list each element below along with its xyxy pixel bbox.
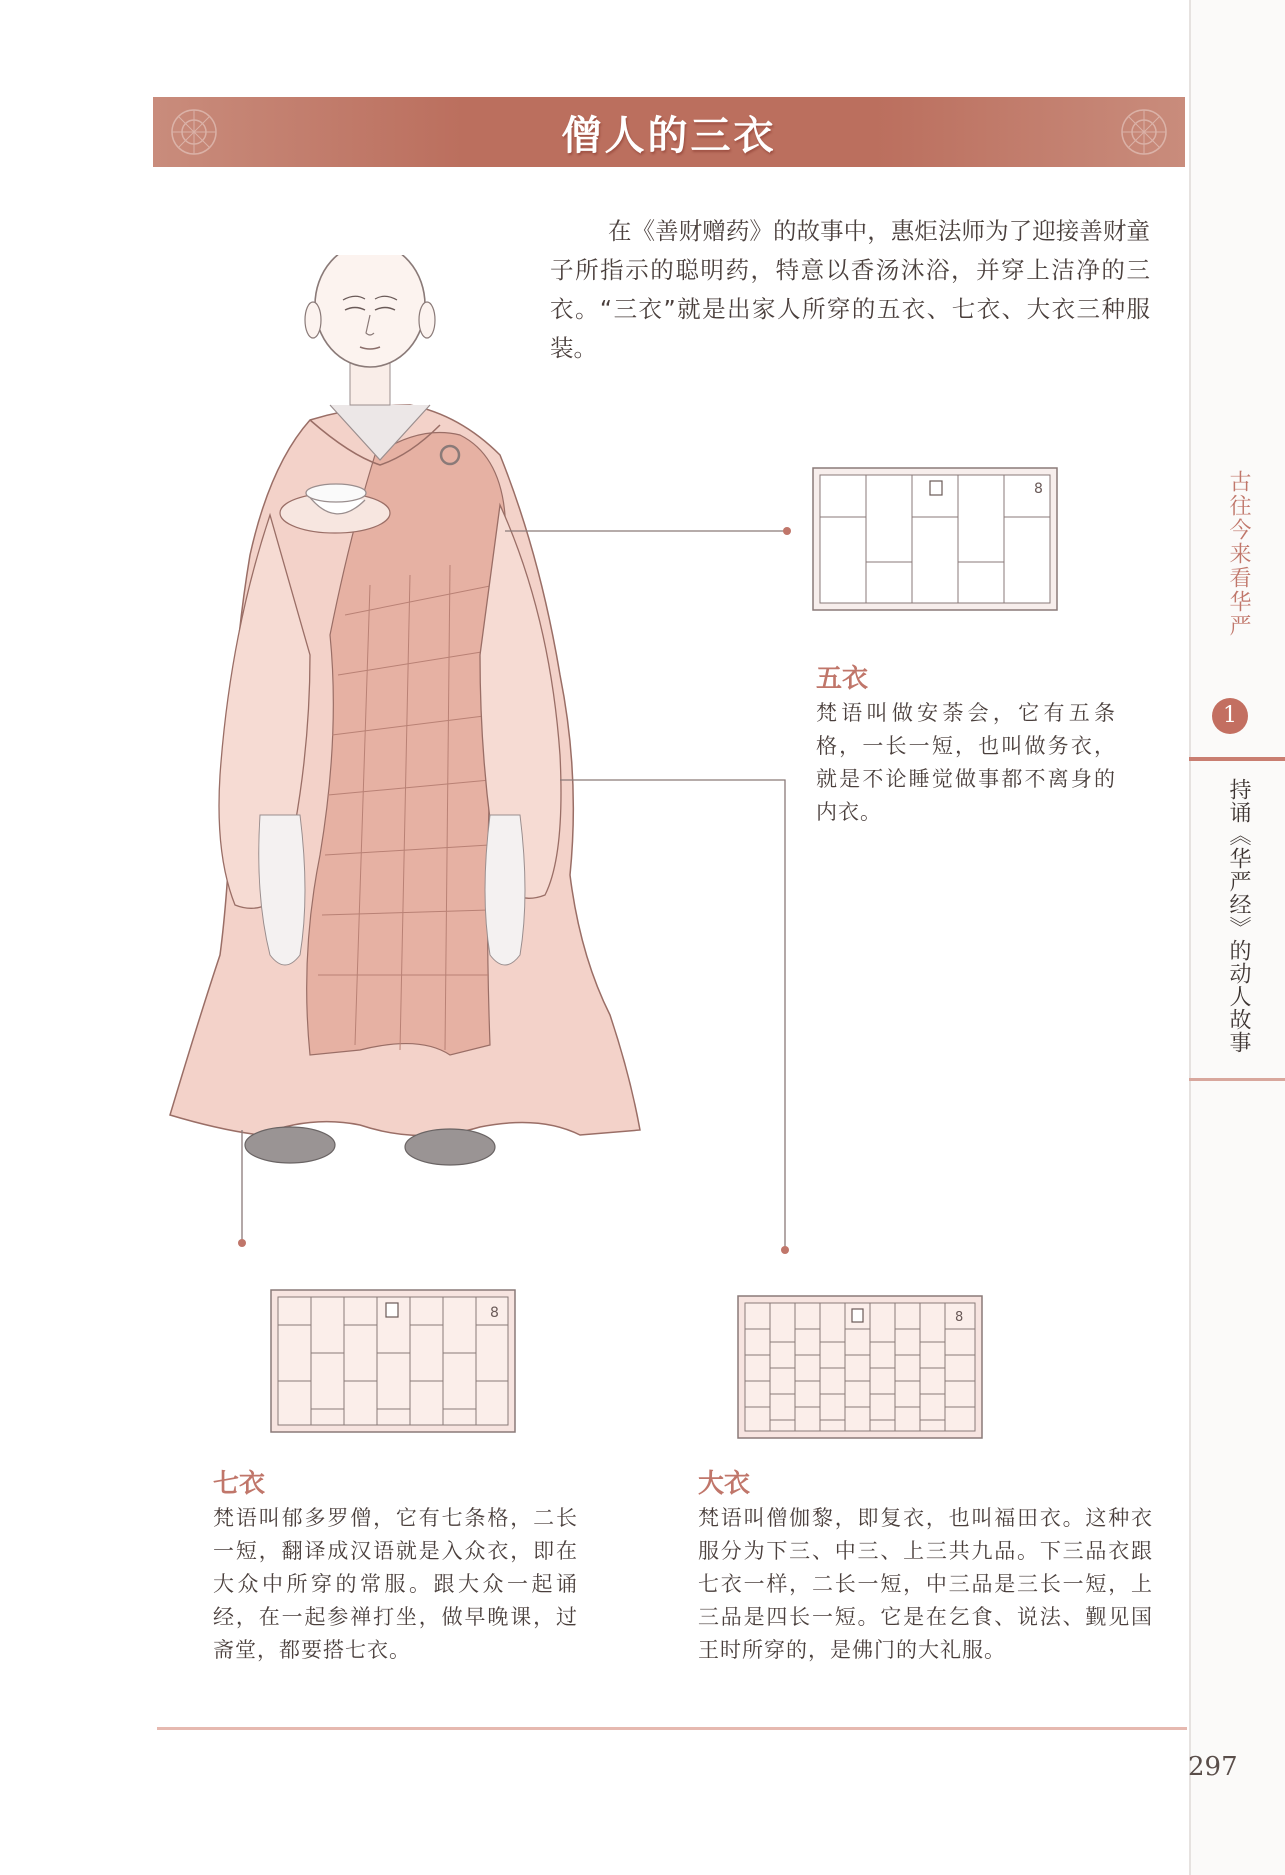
robe-clasp-icon: [386, 1303, 398, 1317]
lotus-ornament-icon: [1117, 105, 1171, 159]
lotus-ornament-icon: [167, 105, 221, 159]
left-ear: [305, 302, 321, 338]
page-title: 僧人的三衣: [561, 112, 777, 159]
monk-illustration: [160, 255, 680, 1200]
great-robe-title: 大衣: [698, 1469, 751, 1499]
five-robe-title: 五衣: [816, 664, 869, 694]
robe-ring-icon: 8: [1034, 481, 1043, 497]
five-robe-text: 梵语叫做安荼会，它有五条格，一长一短，也叫做务衣，就是不论睡觉做事都不离身的内衣。: [816, 701, 1116, 824]
title-banner: [153, 97, 1185, 167]
chapter-divider: [1189, 1078, 1285, 1081]
intro-paragraph: 在《善财赠药》的故事中，惠炬法师为了迎接善财童子所指示的聪明药，特意以香汤沐浴，并穿上洁净的三衣。“三衣”就是出家人所穿的五衣、七衣、大衣三种服装。: [550, 217, 1150, 362]
series-title: 古往今来看华严: [1226, 470, 1251, 638]
robe-ring-icon: 8: [490, 1305, 499, 1321]
five-robe-diagram: [812, 467, 1058, 611]
left-shoe: [245, 1127, 335, 1163]
great-robe-text: 梵语叫僧伽黎，即复衣，也叫福田衣。这种衣服分为下三、中三、上三共九品。下三品衣跟七衣一样，二长一短，中三品是三长一短，上三品是四长一短。它是在乞食、说法、觐见国王时所穿的，是佛门的大礼服。: [698, 1506, 1153, 1662]
seven-robe-text: 梵语叫郁多罗僧，它有七条格，二长一短，翻译成汉语就是入众衣，即在大众中所穿的常服。跟大众一起诵经，在一起参禅打坐，做早晚课，过斋堂，都要搭七衣。: [213, 1506, 578, 1662]
chapter-title: 持诵《华严经》的动人故事: [1226, 778, 1251, 1054]
chapter-number-badge: 1: [1212, 698, 1248, 734]
right-ear: [419, 302, 435, 338]
page-number: 297: [1188, 1752, 1238, 1782]
right-shoe: [405, 1129, 495, 1165]
great-robe-diagram: [737, 1295, 983, 1439]
alms-bowl-rim: [306, 484, 366, 502]
inner-sleeve: [485, 815, 525, 965]
chapter-divider: [1189, 757, 1285, 761]
robe-ring-icon: 8: [955, 1310, 964, 1325]
seven-robe-title: 七衣: [213, 1469, 266, 1499]
robe-clasp-icon: [852, 1309, 863, 1322]
monk-head: [315, 255, 425, 367]
footer-divider: [157, 1727, 1187, 1730]
seven-robe-diagram: [270, 1289, 516, 1433]
